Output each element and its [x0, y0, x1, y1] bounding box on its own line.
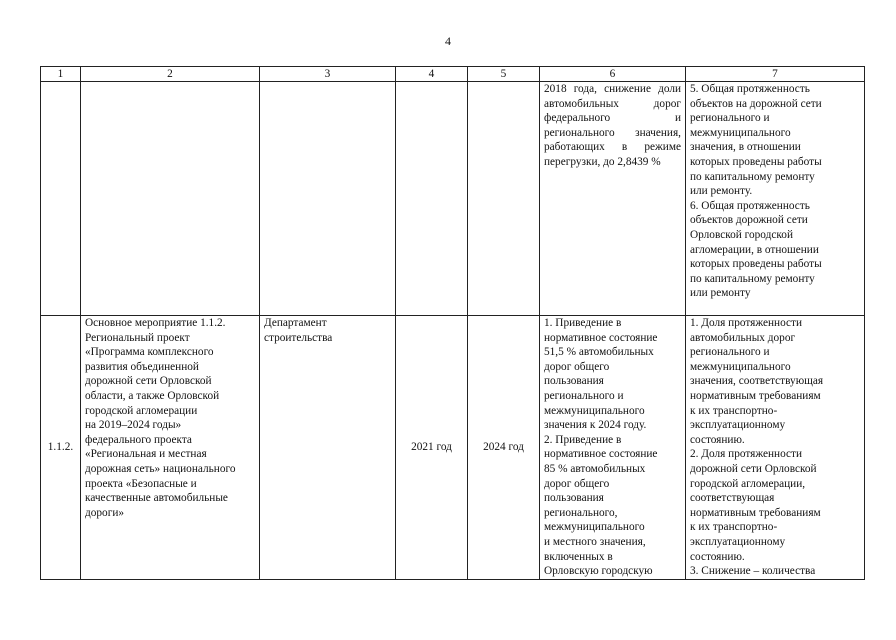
header-cell-7: 7 [686, 67, 865, 82]
header-cell-3: 3 [260, 67, 396, 82]
row2-activity-cell: Основное мероприятие 1.1.2. Региональный проект «Программа комплексного развития объединенной дорожной сети Орловской области, а также Орловской городской агломерации на 2019–2024 годы» федерального проекта «Региональная и местная дорожная сеть» национального проекта «Безопасные и качественные автомобильные дороги» [81, 316, 260, 580]
row1-end-cell [468, 82, 540, 316]
header-cell-6: 6 [540, 67, 686, 82]
row1-executor-cell [260, 82, 396, 316]
row1-result-cell: 2018 года, снижение доли автомобильных дорог федерального и регионального значения, работающих в режиме перегрузки, до 2,8439 % [540, 82, 686, 316]
program-table [40, 66, 865, 580]
header-cell-1: 1 [41, 67, 81, 82]
row2-executor-cell: Департамент строительства [260, 316, 396, 580]
row2-end-cell: 2024 год [468, 316, 540, 580]
row1-activity-cell [81, 82, 260, 316]
header-cell-4: 4 [396, 67, 468, 82]
row2-result-cell: 1. Приведение в нормативное состояние 51,5 % автомобильных дорог общего пользования регионального и межмуниципального значения к 2024 году. 2. Приведение в нормативное состояние 85 % автомобильных дорог общего пользования регионального, межмуниципального и местного значения, включенных в Орловскую городскую [540, 316, 686, 580]
row2-number-cell: 1.1.2. [41, 316, 81, 580]
row1-indicator-cell: 5. Общая протяженность объектов на дорожной сети регионального и межмуниципального значения, в отношении которых проведены работы по капитальному ремонту или ремонту. 6. Общая протяженность объектов дорожной сети Орловской городской агломерации, в отношении которых проведены работы по капитальному ремонту или ремонту [686, 82, 865, 316]
row1-number-cell [41, 82, 81, 316]
header-row [41, 67, 865, 82]
row2-indicator-cell: 1. Доля протяженности автомобильных дорог регионального и межмуниципального значения, соответствующая нормативным требованиям к их транспортно- эксплуатационному состоянию. 2. Доля протяженности дорожной сети Орловской городской агломерации, соответствующая нормативным требованиям к их транспортно- эксплуатационному состоянию. 3. Снижение – количества [686, 316, 865, 580]
row1-start-cell [396, 82, 468, 316]
header-cell-5: 5 [468, 67, 540, 82]
table-row [41, 82, 865, 316]
page-number: 4 [445, 34, 451, 48]
row2-start-cell: 2021 год [396, 316, 468, 580]
table-row [41, 316, 865, 580]
header-cell-2: 2 [81, 67, 260, 82]
